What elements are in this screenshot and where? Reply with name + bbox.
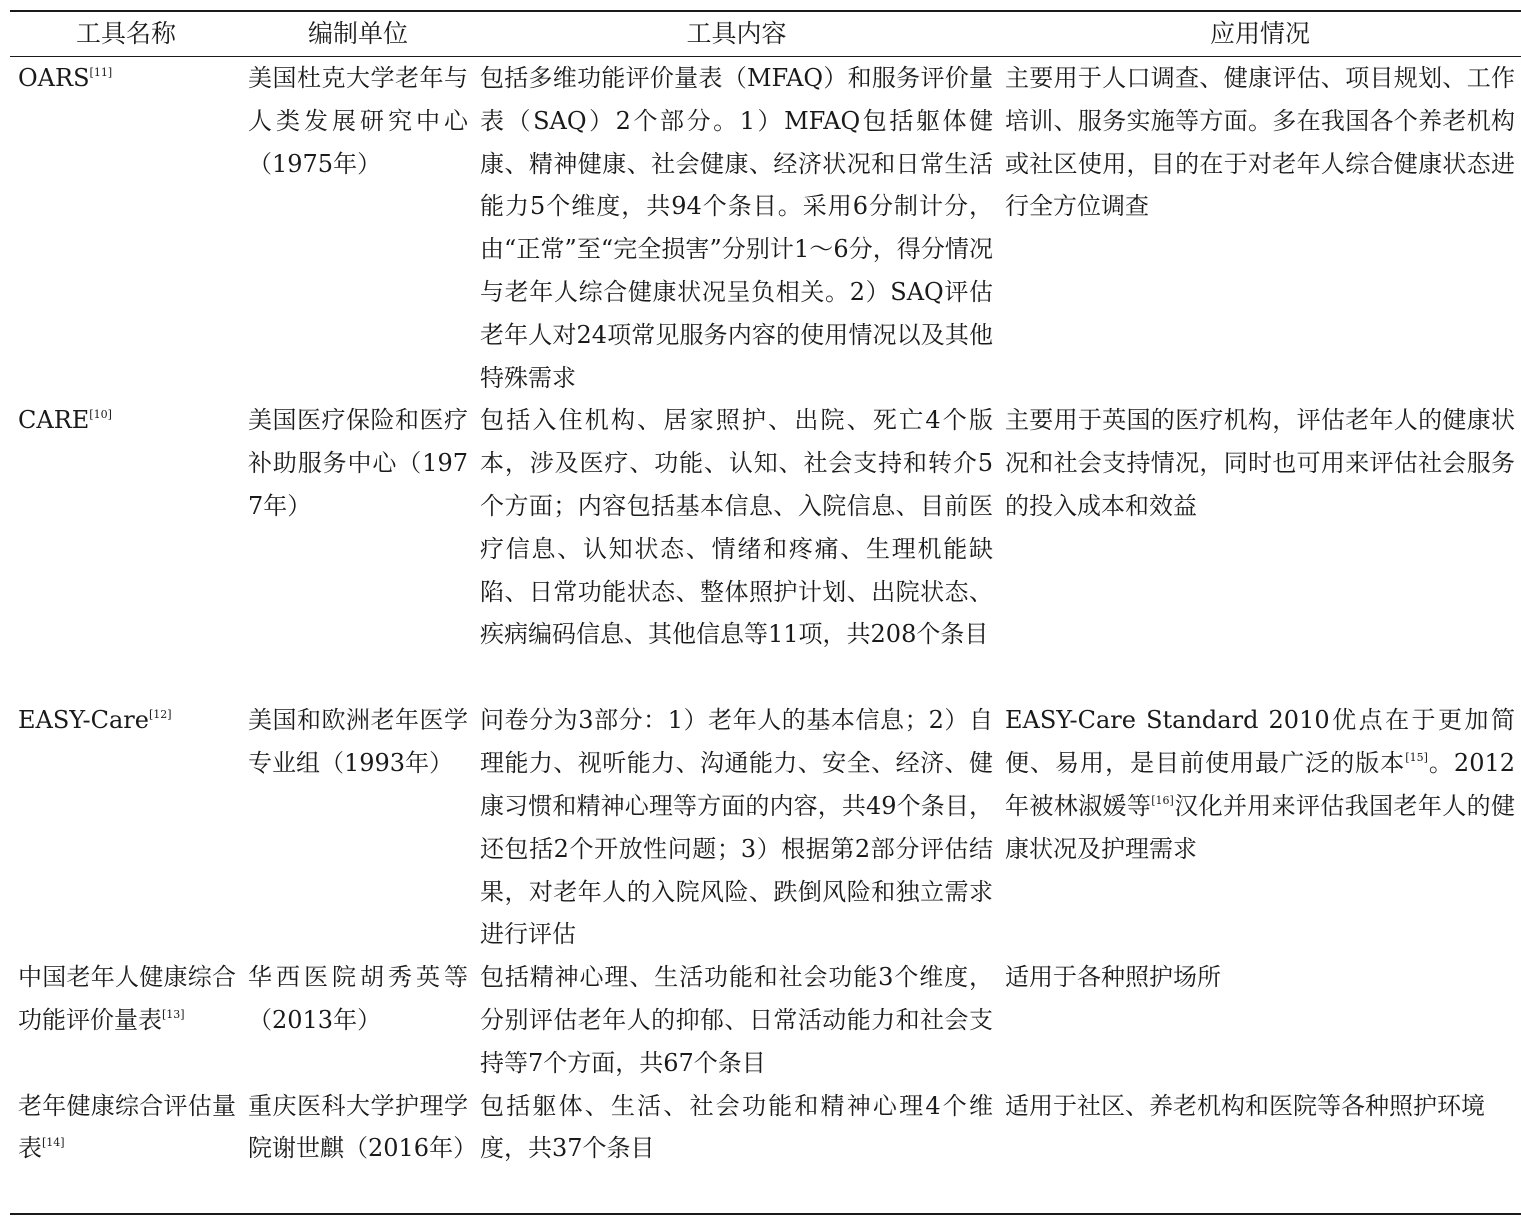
organization-cell: 美国杜克大学老年与人类发展研究中心（1975年） <box>248 64 468 178</box>
header-tool-name: 工具名称 <box>75 19 176 48</box>
application-cell <box>999 699 1521 956</box>
tool-name: OARS <box>18 64 90 92</box>
tool-name-cell <box>10 57 242 400</box>
assessment-tools-table-container <box>10 10 1521 1215</box>
table-row <box>10 699 1521 956</box>
tool-name-cell <box>10 399 242 699</box>
organization-cell: 重庆医科大学护理学院谢世麒（2016年） <box>248 1091 478 1163</box>
content-cell: 问卷分为3部分：1）老年人的基本信息；2）自理能力、视听能力、沟通能力、安全、经济、健康习惯和精神心理等方面的内容，共49个条目，还包括2个开放性问题；3）根据第2部分评估结果，对老年人的入院风险、跌倒风险和独立需求进行评估 <box>480 706 993 949</box>
table-row <box>10 1085 1521 1214</box>
application-text: 汉化并用来评估我国老年人的健康状况及护理需求 <box>1005 791 1516 863</box>
application-cell: 主要用于英国的医疗机构，评估老年人的健康状况和社会支持情况，同时也可用来评估社会服务的投入成本和效益 <box>1005 406 1515 520</box>
organization-cell: 美国和欧洲老年医学专业组（1993年） <box>248 706 468 778</box>
citation-ref: [12] <box>148 708 172 722</box>
tool-name-cell <box>10 956 242 1084</box>
citation-ref: [11] <box>89 66 113 79</box>
tool-name: 老年健康综合评估量表 <box>18 1091 236 1163</box>
content-cell: 包括入住机构、居家照护、出院、死亡4个版本，涉及医疗、功能、认知、社会支持和转介5个方面；内容包括基本信息、入院信息、目前医疗信息、认知状态、情绪和疼痛、生理机能缺陷、日常功能状态、整体照护计划、出院状态、疾病编码信息、其他信息等11项，共208个条目 <box>480 406 993 649</box>
content-cell: 包括多维功能评价量表（MFAQ）和服务评价量表（SAQ）2个部分。1）MFAQ包括躯体健康、精神健康、社会健康、经济状况和日常生活能力5个维度，共94个条目。采用6分制计分，由“正常”至“完全损害”分别计1～6分，得分情况与老年人综合健康状况呈负相关。2）SAQ评估老年人对24项常见服务内容的使用情况以及其他特殊需求 <box>480 64 993 392</box>
citation-ref: [15] <box>1405 751 1428 765</box>
assessment-tools-table <box>10 10 1521 1215</box>
tool-name: CARE <box>18 406 90 435</box>
header-organization: 编制单位 <box>307 19 408 48</box>
header-application: 应用情况 <box>1209 19 1310 48</box>
table-row <box>10 399 1521 699</box>
organization-cell: 华西医院胡秀英等（2013年） <box>248 963 468 1034</box>
tool-name-cell <box>10 1085 242 1214</box>
table-header <box>10 11 1521 57</box>
header-row <box>10 11 1521 57</box>
tool-name-cell <box>10 699 242 956</box>
content-cell: 包括躯体、生活、社会功能和精神心理4个维度，共37个条目 <box>480 1091 993 1163</box>
application-text: EASY-Care Standard 2010优点在于更加简便、易用，是目前使用最广泛的版本 <box>1005 706 1515 778</box>
tool-name: 中国老年人健康综合功能评价量表 <box>18 963 236 1034</box>
application-cell: 适用于各种照护场所 <box>1005 963 1221 992</box>
citation-ref: [13] <box>162 1007 185 1021</box>
content-cell: 包括精神心理、生活功能和社会功能3个维度，分别评估老年人的抑郁、日常活动能力和社会支持等7个方面，共67个条目 <box>480 963 993 1077</box>
table-row <box>10 956 1521 1084</box>
header-tool-content: 工具内容 <box>686 19 787 48</box>
citation-ref: [16] <box>1151 793 1174 807</box>
citation-ref: [10] <box>89 408 112 422</box>
citation-ref: [14] <box>42 1136 65 1150</box>
application-text: 。2012年被林淑媛等 <box>1005 749 1516 820</box>
application-cell: 适用于社区、养老机构和医院等各种照护环境 <box>1005 1091 1485 1120</box>
table-row <box>10 57 1521 400</box>
application-cell: 主要用于人口调查、健康评估、项目规划、工作培训、服务实施等方面。多在我国各个养老机构或社区使用，目的在于对老年人综合健康状态进行全方位调查 <box>1005 64 1515 221</box>
tool-name: EASY-Care <box>18 706 149 735</box>
organization-cell: 美国医疗保险和医疗补助服务中心（1977年） <box>248 406 468 520</box>
table-body <box>10 57 1521 1214</box>
